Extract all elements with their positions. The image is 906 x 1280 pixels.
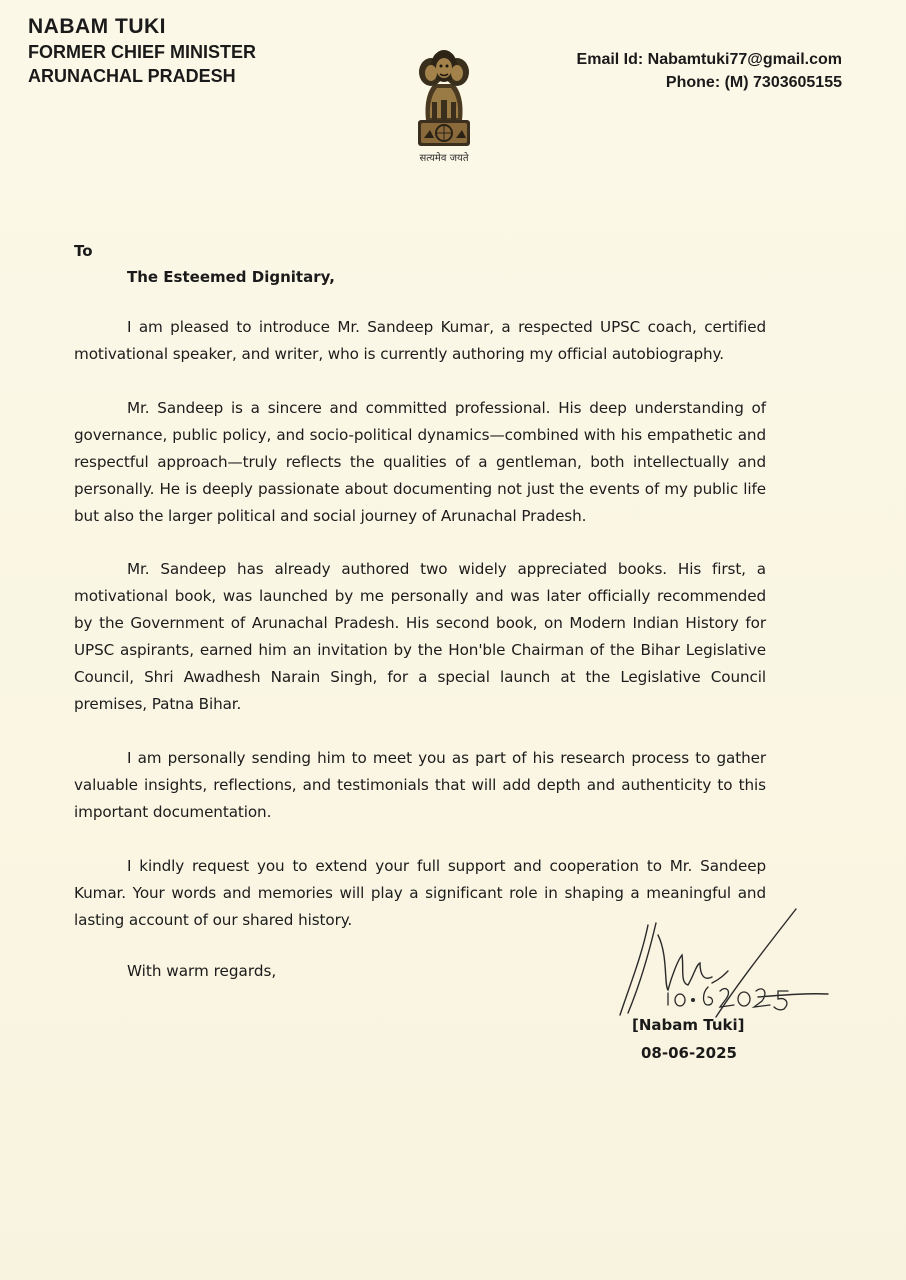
letter-paragraph-3 (74, 556, 766, 718)
letter-paragraph-1 (74, 314, 766, 368)
sender-designation: FORMER CHIEF MINISTER (28, 42, 256, 62)
closing: With warm regards, (127, 962, 277, 980)
national-emblem-icon (404, 42, 484, 172)
sender-state: ARUNACHAL PRADESH (28, 66, 236, 86)
signatory-name: [Nabam Tuki] (632, 1016, 745, 1034)
sender-phone: Phone: (M) 7303605155 (665, 74, 842, 91)
sender-name: NABAM TUKI (28, 15, 166, 38)
letter-paragraph-4 (74, 745, 766, 826)
letter-date: 08-06-2025 (641, 1044, 737, 1062)
paragraph-text: I am personally sending him to meet you as part of his research process to gather valuable insights, reflections, and testimonials that will add depth and authenticity to this important documentation. (74, 749, 766, 821)
emblem-motto: सत्यमेव जयते (419, 153, 469, 164)
letterhead-right (577, 48, 842, 94)
letterhead-left (28, 14, 256, 88)
paragraph-text: Mr. Sandeep is a sincere and committed professional. His deep understanding of governance, public policy, and socio-political dynamics—combined with his empathetic and respectful approach—truly reflects the qualities of a gentleman, both intellectually and personally. He is deeply passionate about documenting not just the events of my public life but also the larger political and social journey of Arunachal Pradesh. (74, 399, 766, 525)
paragraph-text: I am pleased to introduce Mr. Sandeep Kumar, a respected UPSC coach, certified motivational speaker, and writer, who is currently authoring my official autobiography. (74, 318, 766, 363)
sender-email: Email Id: Nabamtuki77@gmail.com (576, 51, 842, 68)
salutation: The Esteemed Dignitary, (127, 268, 335, 286)
paragraph-text: I kindly request you to extend your full support and cooperation to Mr. Sandeep Kumar. Your words and memories will play a significant role in shaping a meaningful and lasting account of our shared history. (74, 857, 766, 929)
paragraph-text: Mr. Sandeep has already authored two widely appreciated books. His first, a motivational book, was launched by me personally and was later officially recommended by the Government of Arunachal Pradesh. His second book, on Modern Indian History for UPSC aspirants, earned him an invitation by the Hon'ble Chairman of the Bihar Legislative Council, Shri Awadhesh Narain Singh, for a special launch at the Legislative Council premises, Patna Bihar. (74, 560, 766, 713)
addressee-to: To (74, 242, 93, 260)
letter-paragraph-2 (74, 395, 766, 530)
